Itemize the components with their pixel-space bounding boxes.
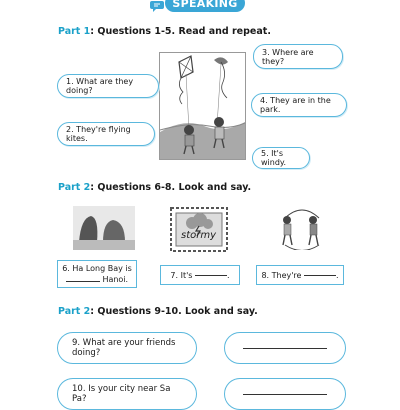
answer-5-bubble: [252, 147, 310, 169]
part2a-heading: [58, 182, 251, 193]
part2a-label: Part 2: [58, 182, 91, 193]
question-10-text: 10. Is your city near Sa Pa?: [72, 384, 171, 404]
part2a-instruction: : Questions 6-8. Look and say.: [90, 182, 252, 193]
question-7-box: 7. It's .: [160, 265, 240, 285]
question-8-blank[interactable]: [304, 275, 336, 276]
part1-instruction: : Questions 1-5. Read and repeat.: [90, 26, 271, 37]
answer-9-bubble: [224, 332, 346, 364]
part2b-heading: [58, 306, 258, 317]
part2b-label: Part 2: [58, 306, 91, 317]
answer-9-blank[interactable]: [243, 348, 327, 349]
part2b-instruction: : Questions 9-10. Look and say.: [90, 306, 258, 317]
question-1-text: 1. What are they doing?: [66, 77, 134, 95]
question-7-text: 7. It's: [170, 270, 193, 280]
answer-5-text: 5. It's windy.: [261, 149, 287, 167]
part1-heading: [58, 26, 271, 37]
question-8-text: 8. They're: [261, 270, 302, 280]
stamp-word: stormy: [181, 230, 217, 241]
answer-10-blank[interactable]: [243, 394, 327, 395]
question-6-box: [57, 260, 137, 288]
question-6-blank[interactable]: [66, 281, 100, 282]
answer-4-bubble: [251, 93, 347, 117]
skipping-children-picture: [271, 206, 333, 250]
question-6-line1: 6. Ha Long Bay is: [62, 264, 132, 273]
kite-flying-illustration: [159, 52, 246, 160]
part1-label: Part 1: [58, 26, 91, 37]
speech-bubble-icon: [150, 0, 164, 12]
answer-2-text: 2. They're flying kites.: [66, 125, 131, 143]
answer-2-bubble: [57, 122, 155, 146]
question-6-line2: Hanoi.: [102, 275, 129, 284]
question-10-bubble: [57, 378, 197, 410]
question-3-text: 3. Where are they?: [262, 47, 314, 66]
question-8-box: 8. They're .: [256, 265, 344, 285]
question-7-blank[interactable]: [195, 275, 227, 276]
question-9-text: 9. What are your friends doing?: [72, 338, 176, 358]
question-3-bubble: [253, 44, 343, 69]
section-title: SPEAKING: [165, 0, 245, 12]
ha-long-bay-picture: [73, 206, 135, 250]
answer-10-bubble: [224, 378, 346, 410]
question-1-bubble: [57, 74, 159, 98]
question-9-bubble: [57, 332, 197, 364]
answer-4-text: 4. They are in the park.: [260, 96, 331, 114]
